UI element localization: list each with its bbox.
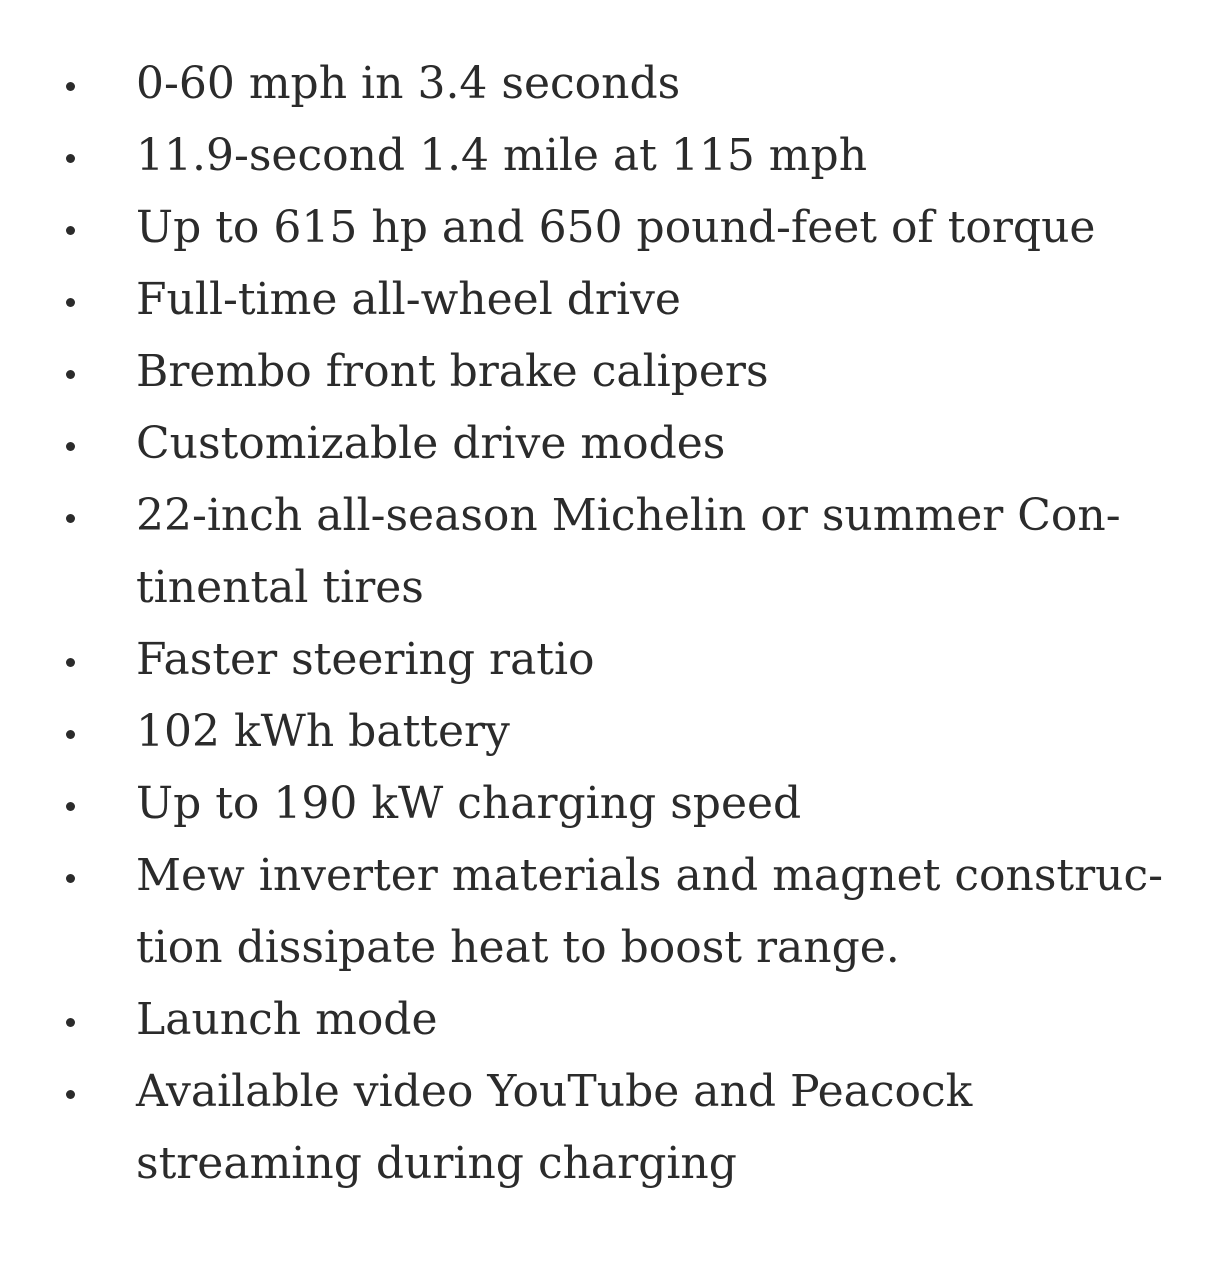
list-item-text: Up to 190 kW charging speed xyxy=(136,778,802,829)
list-item xyxy=(0,696,1206,768)
list-item-text: Available video YouTube and Peacock xyxy=(136,1066,973,1117)
list-item xyxy=(0,48,1206,120)
list-item xyxy=(0,768,1206,840)
list-item xyxy=(0,336,1206,408)
list-item xyxy=(0,120,1206,192)
list-item xyxy=(0,624,1206,696)
bullet-icon xyxy=(66,730,75,739)
list-item-text-continued: streaming during charging xyxy=(136,1138,737,1189)
bullet-icon xyxy=(66,298,75,307)
bullet-icon xyxy=(66,370,75,379)
list-item-text: Faster steering ratio xyxy=(136,634,595,685)
list-item-text: 0-60 mph in 3.4 seconds xyxy=(136,58,681,109)
bullet-icon xyxy=(66,442,75,451)
bullet-icon xyxy=(66,658,75,667)
list-item-text: Launch mode xyxy=(136,994,438,1045)
bullet-icon xyxy=(66,82,75,91)
list-item-text: Up to 615 hp and 650 pound-feet of torque xyxy=(136,202,1096,253)
list-item-text-continued: tinental tires xyxy=(136,562,424,613)
list-item xyxy=(0,1056,1206,1200)
list-item-text: 22-inch all-season Michelin or summer Con- xyxy=(136,490,1121,541)
feature-list xyxy=(0,48,1206,1200)
bullet-icon xyxy=(66,154,75,163)
bullet-icon xyxy=(66,802,75,811)
bullet-icon xyxy=(66,1090,75,1099)
list-item-text: Brembo front brake calipers xyxy=(136,346,769,397)
list-item xyxy=(0,984,1206,1056)
list-item-text-continued: tion dissipate heat to boost range. xyxy=(136,922,900,973)
list-item-text: 102 kWh battery xyxy=(136,706,510,757)
list-item-text: 11.9-second 1.4 mile at 115 mph xyxy=(136,130,868,181)
list-item-text: Customizable drive modes xyxy=(136,418,726,469)
list-item-text: Mew inverter materials and magnet construc- xyxy=(136,850,1163,901)
bullet-icon xyxy=(66,1018,75,1027)
list-item xyxy=(0,840,1206,984)
bullet-icon xyxy=(66,226,75,235)
list-item xyxy=(0,408,1206,480)
list-item-text: Full-time all-wheel drive xyxy=(136,274,681,325)
bullet-icon xyxy=(66,514,75,523)
bullet-icon xyxy=(66,874,75,883)
list-item xyxy=(0,480,1206,624)
list-item xyxy=(0,192,1206,264)
list-item xyxy=(0,264,1206,336)
